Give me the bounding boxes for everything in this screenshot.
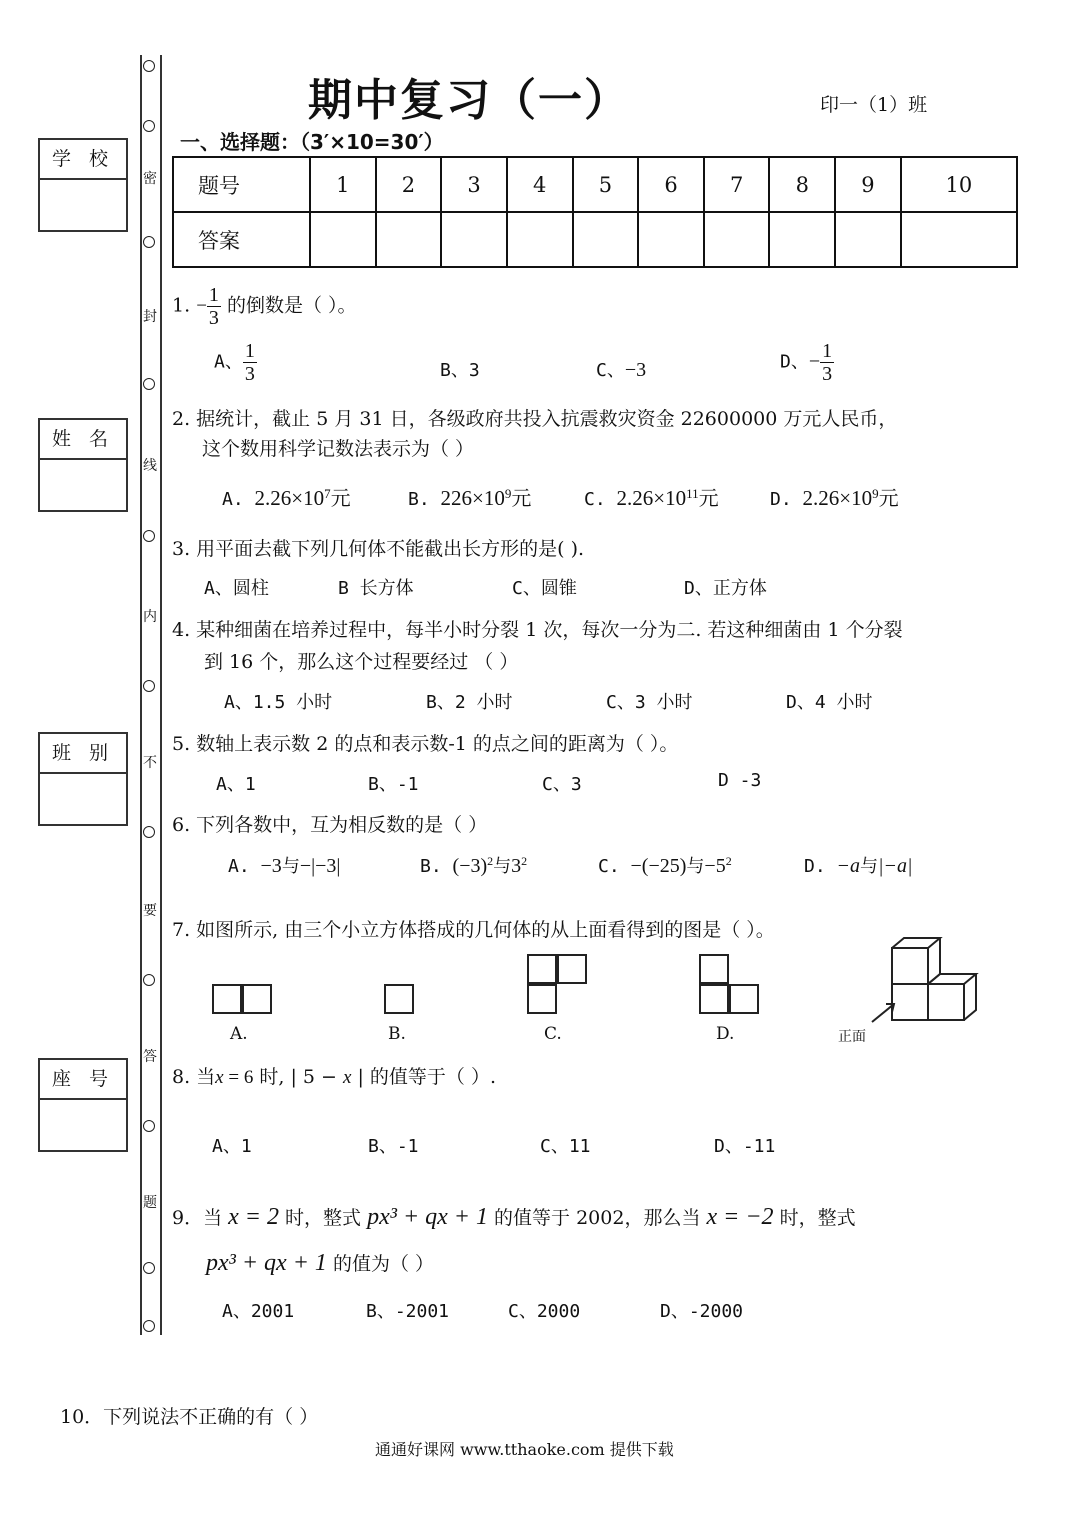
binding-char: 答: [142, 1046, 158, 1066]
binding-char: 不: [142, 752, 158, 772]
binding-circle: [143, 530, 155, 542]
answer-cell[interactable]: [835, 212, 901, 267]
table-cell: 9: [835, 157, 901, 212]
question-4-line2: 到 16 个，那么这个过程要经过 （ ）: [204, 651, 519, 673]
answer-cell[interactable]: [507, 212, 573, 267]
q2-a-label: A.: [222, 489, 244, 510]
q7-label-c: C.: [544, 1024, 562, 1044]
cube-face: [892, 984, 928, 1020]
name-field[interactable]: [40, 460, 126, 510]
q9-option-a[interactable]: A、2001: [222, 1301, 295, 1322]
q8-pre: 8. 当: [172, 1066, 216, 1088]
table-cell: 7: [704, 157, 770, 212]
cube-top: [928, 974, 976, 984]
square-cell: [242, 984, 272, 1014]
table-header-number: 题号: [173, 157, 310, 212]
binding-circle: [143, 1120, 155, 1132]
page-title: 期中复习（一）: [308, 75, 630, 126]
answer-table: [172, 156, 1018, 268]
binding-char: 封: [142, 306, 158, 326]
q9-line2-poly: px³ + qx + 1: [206, 1250, 327, 1276]
q6-c-right: −5: [704, 855, 726, 877]
q1-sign: −: [196, 295, 207, 317]
q1-option-c[interactable]: [596, 356, 646, 382]
q1-option-b[interactable]: B、3: [440, 360, 480, 381]
q2-a-unit: 元: [330, 488, 351, 510]
cube-side: [964, 974, 976, 1020]
q7-figure-b[interactable]: [384, 984, 418, 1018]
q9-mid2: 的值等于 2002，那么当: [494, 1207, 701, 1229]
q6-option-a[interactable]: [228, 852, 340, 878]
q1-option-a[interactable]: [214, 340, 257, 385]
table-cell: 5: [573, 157, 639, 212]
square-cell: [384, 984, 414, 1014]
table-cell: 1: [310, 157, 376, 212]
q9-cond2: x = −2: [706, 1204, 774, 1230]
binding-circle: [143, 236, 155, 248]
square-cell: [699, 984, 729, 1014]
table-cell: 10: [901, 157, 1017, 212]
binding-char: 密: [142, 168, 158, 188]
q9-option-b[interactable]: B、-2001: [366, 1301, 450, 1322]
q8-mid: 时, | 5 −: [253, 1066, 343, 1088]
q8-eq: = 6: [223, 1067, 254, 1088]
q2-d-exponent: 9: [872, 486, 879, 501]
q1-number: 1.: [172, 294, 191, 317]
q2-b-unit: 元: [511, 488, 532, 510]
question-9-line2: [206, 1249, 434, 1277]
table-row: [173, 157, 1017, 212]
q7-figure-c[interactable]: [527, 954, 591, 1018]
q8-option-c[interactable]: C、11: [540, 1136, 591, 1157]
q1-a-label: A、: [214, 351, 243, 373]
answer-cell[interactable]: [704, 212, 770, 267]
q1-d-sign: −: [808, 350, 821, 373]
q6-b-right: 3: [511, 855, 522, 877]
q6-option-b[interactable]: [420, 852, 527, 878]
q1-c-label: C、: [596, 360, 625, 381]
q1-frac-numerator: 1: [208, 284, 219, 306]
square-cell: [699, 954, 729, 984]
q9-mid1: 时，整式: [285, 1207, 362, 1229]
answer-cell[interactable]: [441, 212, 507, 267]
q1-frac-denominator: 3: [208, 307, 219, 329]
school-field[interactable]: [40, 180, 126, 230]
name-box: [38, 418, 128, 512]
square-cell: [527, 954, 557, 984]
q4-option-d[interactable]: D、4 小时: [786, 692, 873, 713]
q7-label-a: A.: [230, 1024, 248, 1044]
arrow-line: [872, 1004, 894, 1022]
q2-d-unit: 元: [878, 488, 899, 510]
question-7: 7. 如图所示, 由三个小立方体搭成的几何体的从上面看得到的图是（ ）。: [172, 919, 775, 941]
binding-circle: [143, 60, 155, 72]
q6-c-with: 与: [686, 856, 705, 877]
table-cell: 8: [769, 157, 835, 212]
q6-b-left: (−3): [452, 855, 488, 877]
q1-a-denominator: 3: [244, 363, 255, 385]
binding-char: 题: [142, 1192, 158, 1212]
q6-c-left: −(−25): [630, 855, 687, 877]
q1-option-d[interactable]: [780, 340, 834, 385]
q1-a-fraction: [243, 340, 257, 385]
q4-option-a[interactable]: A、1.5 小时: [224, 692, 333, 713]
question-5: 5. 数轴上表示数 2 的点和表示数-1 的点之间的距离为（ ）。: [172, 733, 679, 755]
q6-d-right: |−a|: [878, 855, 913, 877]
q6-a-with: 与: [281, 856, 300, 877]
q9-option-d[interactable]: D、-2000: [660, 1301, 744, 1322]
q9-cond1: x = 2: [228, 1204, 279, 1230]
question-1: [172, 284, 357, 329]
footer: 通通好课网 www.tthaoke.com 提供下载: [375, 1440, 674, 1459]
seat-label: 座 号: [40, 1060, 126, 1100]
q6-b-with: 与: [493, 856, 512, 877]
q6-d-label: D.: [804, 856, 826, 877]
q3-option-d[interactable]: D、正方体: [684, 578, 767, 599]
answer-cell[interactable]: [310, 212, 376, 267]
question-3: 3. 用平面去截下列几何体不能截出长方形的是( ).: [172, 538, 585, 560]
q1-d-denominator: 3: [822, 363, 833, 385]
q6-d-with: 与: [860, 856, 879, 877]
q9-poly: px³ + qx + 1: [367, 1204, 488, 1230]
table-cell: 2: [376, 157, 442, 212]
table-cell: 3: [441, 157, 507, 212]
table-cell: 6: [638, 157, 704, 212]
q2-a-value: 2.26×10: [254, 486, 325, 510]
binding-circle: [143, 680, 155, 692]
q5-option-a[interactable]: A、1: [216, 774, 256, 795]
cube-face: [928, 984, 964, 1020]
table-header-answer: 答案: [173, 212, 310, 267]
name-label: 姓 名: [40, 420, 126, 460]
cube-side: [928, 938, 940, 984]
q7-figure-d[interactable]: [699, 954, 763, 1018]
q7-label-d: D.: [716, 1024, 735, 1044]
cube-face: [892, 948, 928, 984]
binding-circle: [143, 974, 155, 986]
answer-cell[interactable]: [573, 212, 639, 267]
q6-option-c[interactable]: [598, 852, 732, 878]
q5-option-d[interactable]: D -3: [718, 770, 762, 791]
class-label: 印一（1）班: [820, 94, 928, 116]
question-10: 10．下列说法不正确的有（ ）: [60, 1406, 319, 1428]
seat-box: [38, 1058, 128, 1152]
q9-option-c[interactable]: C、2000: [508, 1301, 581, 1322]
q8-var2: x: [342, 1067, 352, 1088]
q9-pre: 9．当: [172, 1207, 223, 1229]
binding-char: 要: [142, 900, 158, 920]
question-9-line1: [172, 1203, 856, 1231]
binding-char: 线: [142, 455, 158, 475]
question-2-line1: 2. 据统计，截止 5 月 31 日，各级政府共投入抗震救灾资金 22600000 万元人民币，: [172, 408, 898, 430]
q8-var: x: [215, 1067, 224, 1088]
q8-option-d[interactable]: D、-11: [714, 1136, 776, 1157]
q2-option-d[interactable]: [770, 482, 899, 511]
answer-cell[interactable]: [901, 212, 1017, 267]
question-4-line1: 4. 某种细菌在培养过程中，每半小时分裂 1 次，每次一分为二. 若这种细菌由 1 个分裂: [172, 619, 903, 641]
q6-c-label: C.: [598, 856, 620, 877]
q1-a-numerator: 1: [244, 340, 255, 362]
q5-option-c[interactable]: C、3: [542, 774, 582, 795]
binding-circle: [143, 1262, 155, 1274]
q9-line2-text: 的值为（ ）: [332, 1253, 434, 1275]
q5-option-b[interactable]: B、-1: [368, 774, 419, 795]
table-cell: 4: [507, 157, 573, 212]
binding-char: 内: [142, 606, 158, 626]
q7-figure-a[interactable]: [212, 984, 276, 1018]
school-box: [38, 138, 128, 232]
q9-mid3: 时，整式: [779, 1207, 856, 1229]
q1-d-numerator: 1: [822, 340, 833, 362]
q7-front-label: 正面: [838, 1029, 866, 1045]
square-cell: [527, 984, 557, 1014]
section-heading: 一、选择题：（3′×10=30′）: [180, 130, 444, 154]
q2-a-exponent: 7: [324, 486, 331, 501]
q2-b-exponent: 9: [504, 486, 512, 501]
question-2-line2: 这个数用科学记数法表示为（ ）: [202, 438, 475, 460]
q1-d-fraction: [820, 340, 834, 385]
binding-circle: [143, 1320, 155, 1332]
question-6: 6. 下列各数中，互为相反数的是（ ）: [172, 814, 488, 836]
q2-c-unit: 元: [698, 488, 719, 510]
q6-d-left: −a: [836, 855, 861, 877]
q2-d-label: D.: [770, 489, 792, 510]
q7-label-b: B.: [388, 1024, 406, 1044]
q2-c-value: 2.26×10: [616, 486, 687, 510]
square-cell: [557, 954, 587, 984]
q2-option-b[interactable]: [408, 482, 531, 511]
q2-c-exponent: 11: [686, 486, 699, 501]
q6-a-label: A.: [228, 856, 250, 877]
q1-d-label: D、: [780, 351, 809, 373]
square-cell: [212, 984, 242, 1014]
class-box: [38, 732, 128, 826]
q6-option-d[interactable]: [804, 852, 913, 878]
class-box-label: 班 别: [40, 734, 126, 774]
answer-cell[interactable]: [376, 212, 442, 267]
q3-option-b[interactable]: B 长方体: [338, 578, 414, 599]
binding-circle: [143, 826, 155, 838]
class-field[interactable]: [40, 774, 126, 824]
binding-line-inner: [160, 55, 162, 1335]
q6-b-left-exp: 2: [487, 854, 494, 868]
binding-circle: [143, 378, 155, 390]
q6-a-right: −|−3|: [299, 855, 341, 877]
q8-option-b[interactable]: B、-1: [368, 1136, 419, 1157]
cube-top: [892, 938, 940, 948]
q1-fraction: [207, 284, 221, 329]
q8-option-a[interactable]: A、1: [212, 1136, 252, 1157]
q6-b-label: B.: [420, 856, 442, 877]
q3-option-c[interactable]: C、圆锥: [512, 578, 577, 599]
q2-b-value: 226×10: [440, 486, 505, 510]
school-label: 学 校: [40, 140, 126, 180]
q1-c-value: −3: [624, 359, 647, 381]
q2-c-label: C.: [584, 489, 606, 510]
q3-option-a[interactable]: A、圆柱: [204, 578, 269, 599]
q4-option-c[interactable]: C、3 小时: [606, 692, 693, 713]
q2-b-label: B.: [408, 489, 430, 510]
q2-option-a[interactable]: [222, 482, 351, 511]
answer-cell[interactable]: [638, 212, 704, 267]
table-row: [173, 212, 1017, 267]
q8-post: | 的值等于（ ）.: [351, 1066, 496, 1088]
question-8: [172, 1062, 496, 1089]
q6-b-right-exp: 2: [521, 854, 528, 868]
q2-d-value: 2.26×10: [802, 486, 873, 510]
q6-c-right-exp: 2: [725, 854, 732, 868]
binding-circle: [143, 120, 155, 132]
seat-field[interactable]: [40, 1100, 126, 1150]
q4-option-b[interactable]: B、2 小时: [426, 692, 513, 713]
q6-a-left: −3: [260, 855, 282, 877]
q1-text: 的倒数是（ ）。: [226, 294, 357, 317]
square-cell: [729, 984, 759, 1014]
q2-option-c[interactable]: [584, 482, 719, 511]
answer-cell[interactable]: [769, 212, 835, 267]
